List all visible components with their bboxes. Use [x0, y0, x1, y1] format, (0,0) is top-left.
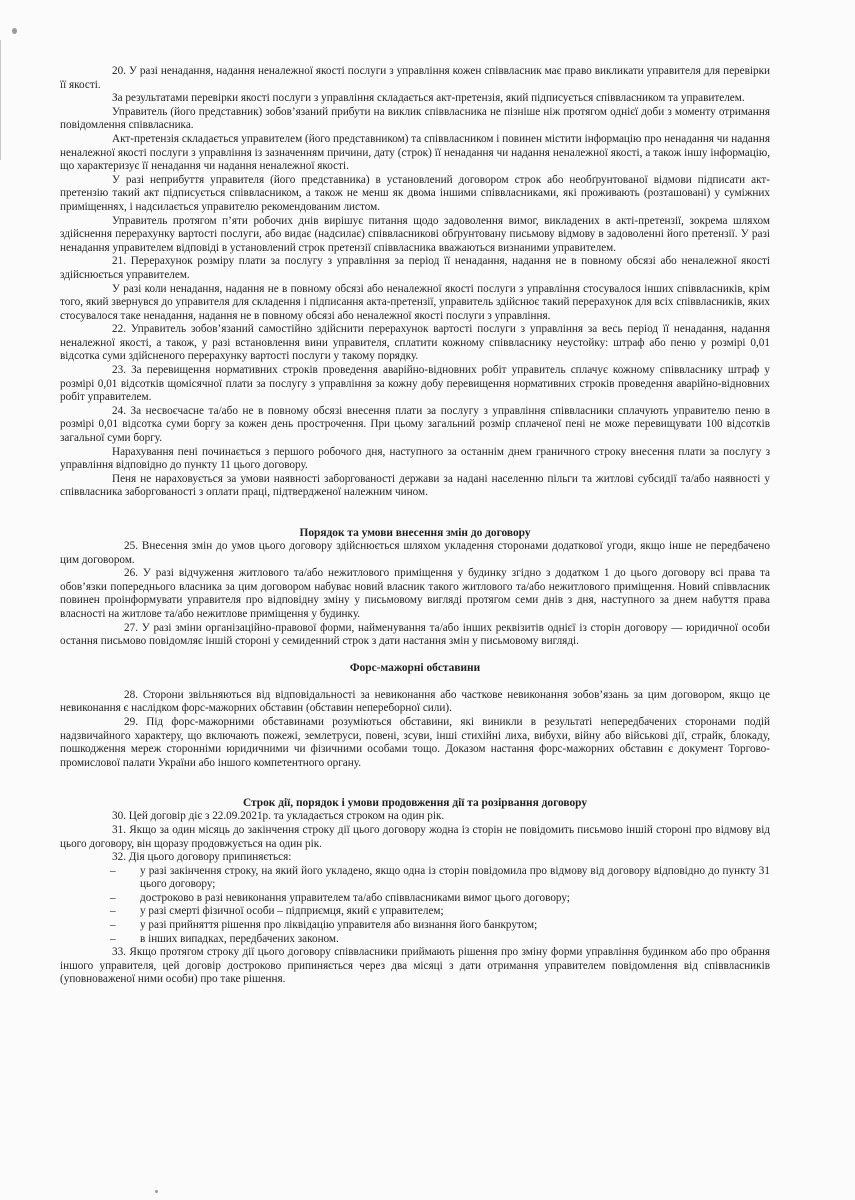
list-item: – у разі прийняття рішення про ліквідацію управителя або визнання його банкрутом; — [110, 919, 770, 933]
clause-22: 22. Управитель зобов’язаний самостійно здійснити перерахунок вартості послуги з управління за весь період її ненадання, надання неналежної якості, а також, у разі встановлення вини управителя, сплатити кожному співвласнику неустойку: штраф або пеню у розмірі 0,01 відсотка суми здійсненого перерахунку вартості послуги у такому порядку. — [60, 323, 770, 363]
heading-term-termination: Строк дії, порядок і умови продовження дії та розірвання договору — [242, 797, 588, 810]
document-body — [60, 65, 770, 987]
clause-27: 27. У разі зміни організаційно-правової форми, найменування та/або інших реквізитів однієї із сторін договору — юридичної особи остання письмово повідомляє іншій стороні у семиденний строк з дати настання змін у письмовому вигляді. — [60, 621, 770, 648]
clause-25: 25. Внесення змін до умов цього договору здійснюється шляхом укладення сторонами додаткової угоди, якщо інше не передбачено цим договором. — [60, 540, 770, 566]
list-item: – у разі закінчення строку, на який його укладено, якщо одна із сторін повідомила про відмову від договору відповідно до пункту 31 цього договору; — [110, 865, 770, 892]
heading-contract-changes: Порядок та умови внесення змін до договору — [299, 527, 531, 539]
list-item: – у разі смерті фізичної особи – підприємця, який є управителем; — [110, 905, 770, 919]
clause-20: 20. У разі ненадання, надання неналежної якості послуги з управління кожен співвласник має право викликати управителя для перевірки її якості. — [60, 65, 770, 91]
clause-30: 30. Цей договір діє з 22.09.2021р. та укладається строком на один рік. — [112, 810, 445, 823]
clause-32-intro: 32. Дія цього договору припиняється: — [112, 851, 292, 864]
scan-dot-mark — [12, 28, 17, 34]
clause-20-act-content: Акт-претензія складається управителем (його представником) та співвласником і повинен містити інформацію про ненадання чи надання неналежної якості послуги з управління із зазначенням причини, дату (строк) її ненадання чи надання неналежної якості, а також іншу інформацію, що характеризує її ненадання чи надання неналежної якості. — [60, 132, 770, 173]
clause-20-decision: Управитель протягом п’яти робочих днів вирішує питання щодо задоволення вимог, викладених в акті-претензії, зокрема шляхом здійснення перерахунку вартості послуги, або видає (надсилає) співвласникові обґрунтовану письмову відмову в задоволенні його претензії. У разі ненадання управителем відповіді в установлений строк претензії співвласника вважаються визнаними управителем. — [60, 214, 770, 254]
clause-29: 29. Під форс-мажорними обставинами розуміються обставини, які виникли в результаті непередбачених сторонами подій надзвичайного характеру, що включають пожежі, землетруси, повені, зсуви, інші стихійні лиха, вибухи, війну або військові дії, страйк, блокаду, пошкодження мереж сторонніми юридичними чи фізичними особами тощо. Доказом настання форс-мажорних обставин є документ Торгово-промислової палати України або іншого компетентного органу. — [60, 715, 770, 769]
heading-force-majeure: Форс-мажорні обставини — [349, 661, 481, 674]
clause-21: 21. Перерахунок розміру плати за послугу з управління за період її ненадання, надання не в повному обсязі або неналежної якості здійснюється управителем. — [60, 255, 770, 281]
clause-26: 26. У разі відчуження житлового та/або нежитлового приміщення у будинку згідно з додатком 1 до цього договору всі права та обов’язки попереднього власника за цим договором набуває новий власник такого житлового та/або нежитлового приміщення. Новий співвласник повинен проінформувати управителя про відповідну зміну у письмовому вигляді протягом семи днів з дня, наступного за днем набуття права власності на житлове та/або нежитлове приміщення у будинку. — [60, 567, 770, 620]
clause-24-exemption: Пеня не нараховується за умови наявності заборгованості держави за надані населенню пільги та житлові субсидії та/або наявності у співвласника заборгованості з оплати праці, підтвердженої належним чином. — [60, 472, 770, 499]
list-item: – в інших випадках, передбачених законом. — [110, 933, 770, 947]
clause-33: 33. Якщо протягом строку дії цього договору співвласники приймають рішення про зміну форми управління будинком або про обрання іншого управителя, цей договір достроково припиняється через два місяці з дати отримання управителем повідомлення від співвласників (уповноваженої ними особи) про таке рішення. — [60, 946, 770, 986]
clause-28: 28. Сторони звільняються від відповідальності за невиконання або часткове невиконання зобов’язань за цим договором, якщо це невиконання є наслідком форс-мажорних обставин (обставин непереборної сили). — [60, 688, 770, 715]
clause-24: 24. За несвоєчасне та/або не в повному обсязі внесення плати за послугу з управління співвласники сплачують управителю пеню в розмірі 0,01 відсотка суми боргу за кожен день прострочення. При цьому загальний розмір сплаченої пені не може перевищувати 100 відсотків загальної суми боргу. — [60, 404, 770, 445]
clause-20-arrival: Управитель (його представник) зобов’язаний прибути на виклик співвласника не пізніше ніж протягом однієї доби з моменту отримання повідомлення співвласника. — [60, 105, 770, 132]
clause-20-nonarrival: У разі неприбуття управителя (його представника) в установлений договором строк або необґрунтованої відмови підписати акт-претензію такий акт підписується співвласником, а також не менш як двома іншими співвласниками, які проживають (розташовані) у суміжних приміщеннях, і надсилається управителю рекомендованим листом. — [60, 173, 770, 213]
scan-dot-mark-bottom — [155, 1190, 158, 1193]
list-item: – достроково в разі невиконання управителем та/або співвласниками вимог цього договору; — [110, 892, 770, 906]
clause-21-others: У разі коли ненадання, надання не в повному обсязі або неналежної якості послуги з управління стосувалося інших співвласників, крім того, який звернувся до управителя для складення і підписання акта-претензії, управитель здійснює такий перерахунок для всіх співвласників, яких стосувалося таке ненадання, надання не в повному обсязі або неналежної якості послуги з управління. — [60, 282, 770, 322]
scan-artifact-line — [0, 40, 1, 160]
clause-24-accrual: Нарахування пені починається з першого робочого дня, наступного за останнім днем граничного строку внесення плати за послугу з управління відповідно до пункту 11 цього договору. — [60, 445, 770, 472]
clause-20-act: За результатами перевірки якості послуги з управління складається акт-претензія, який підписується співвласником та управителем. — [112, 92, 745, 105]
clause-23: 23. За перевищення нормативних строків проведення аварійно-відновних робіт управитель сплачує кожному співвласнику штраф у розмірі 0,01 відсотків щомісячної плати за послугу з управління за кожну добу перевищення нормативних строків проведення аварійно-відновних робіт управителем. — [60, 364, 770, 404]
clause-31: 31. Якщо за один місяць до закінчення строку дії цього договору жодна із сторін не повідомить письмово іншій стороні про відмову від цього договору, він щоразу продовжується на один рік. — [60, 823, 770, 850]
termination-conditions-list — [60, 865, 770, 947]
